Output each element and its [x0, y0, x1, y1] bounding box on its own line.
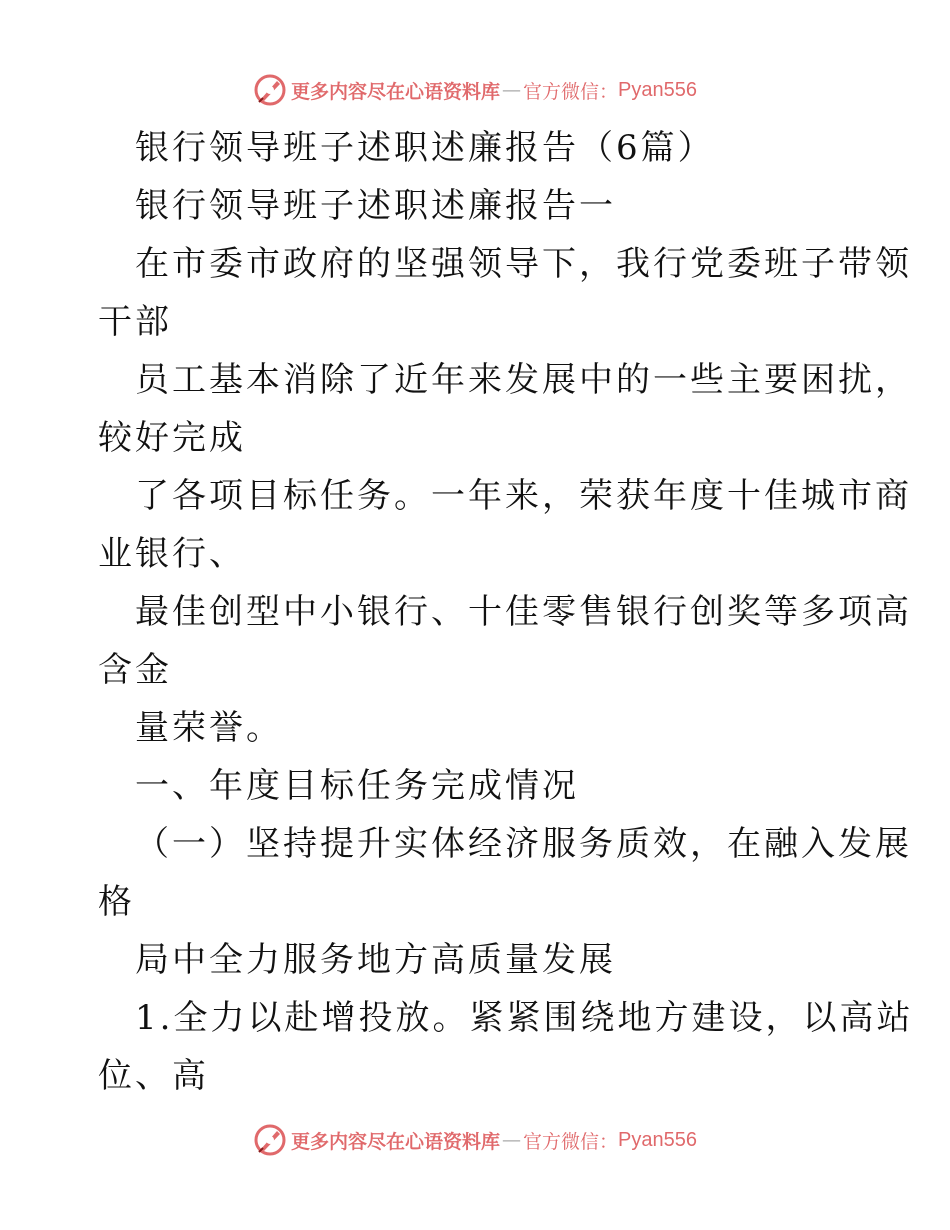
feather-pen-logo-icon	[253, 73, 287, 107]
watermark-separator: —	[502, 79, 522, 101]
header-watermark	[0, 70, 950, 110]
watermark-wechat-label: 官方微信：	[523, 1130, 619, 1153]
watermark-wechat-label: 官方微信：	[523, 80, 619, 103]
paragraph-line: 了各项目标任务。一年来，荣获年度十佳城市商	[135, 476, 912, 516]
watermark-wechat-id: Pyan556	[618, 78, 697, 101]
paragraph-line: 量荣誉。	[135, 708, 283, 748]
paragraph-line: 位、高	[98, 1056, 209, 1096]
paragraph-line: 在市委市政府的坚强领导下，我行党委班子带领	[135, 244, 912, 284]
watermark-wechat-id: Pyan556	[618, 1128, 697, 1151]
paragraph-line: 业银行、	[98, 534, 246, 574]
watermark-separator: —	[502, 1129, 522, 1151]
watermark-brand: 更多内容尽在心语资料库	[291, 80, 501, 103]
paragraph-line: 员工基本消除了近年来发展中的一些主要困扰，	[135, 360, 912, 400]
paragraph-line: 含金	[98, 650, 172, 690]
feather-pen-logo-icon	[253, 1123, 287, 1157]
subsection-heading: （一）坚持提升实体经济服务质效，在融入发展	[135, 824, 912, 864]
watermark-brand: 更多内容尽在心语资料库	[291, 1130, 501, 1153]
paragraph-line: 最佳创型中小银行、十佳零售银行创奖等多项高	[135, 592, 912, 632]
footer-watermark	[0, 1120, 950, 1160]
paragraph-line: 1.全力以赴增投放。紧紧围绕地方建设，以高站	[135, 998, 914, 1038]
paragraph-line: 格	[98, 882, 135, 922]
document-title: 银行领导班子述职述廉报告（6篇）	[135, 128, 715, 168]
section-heading: 一、年度目标任务完成情况	[135, 766, 579, 806]
paragraph-line: 干部	[98, 302, 172, 342]
section-heading: 银行领导班子述职述廉报告一	[135, 186, 616, 226]
paragraph-line: 较好完成	[98, 418, 246, 458]
paragraph-line: 局中全力服务地方高质量发展	[135, 940, 616, 980]
